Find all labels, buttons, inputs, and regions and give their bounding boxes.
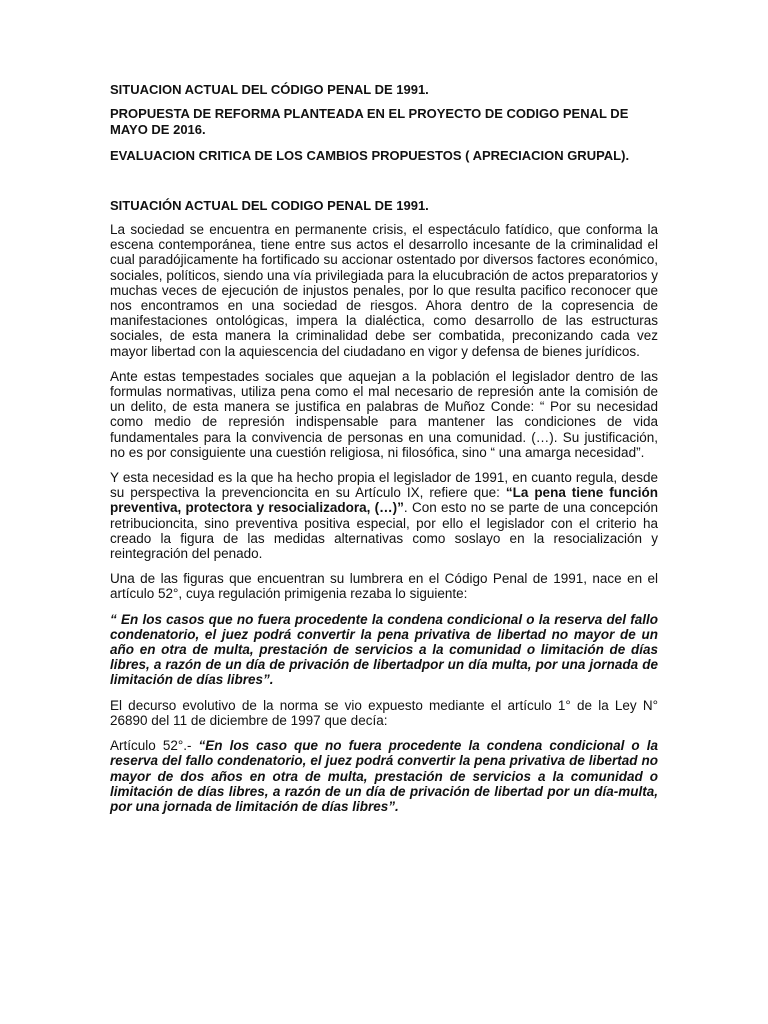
quote-articulo-52-modificado: “En los caso que no fuera procedente la condena condicional o la reserva del fallo condenatorio, el juez podrá convertir la pena privativa de libertad no mayor de dos años en otra de multa, prestación de servicios a la comunidad o limitación de días libres, a razón de un día de privación de libertad por un día-multa, por una jornada de limitación de días libres”. (110, 738, 658, 814)
paragraph-ley-26890: El decurso evolutivo de la norma se vio expuesto mediante el artículo 1° de la Ley N° 26890 del 11 de diciembre de 1997 que decía: (110, 697, 658, 728)
paragraph-articulo-52-intro: Una de las figuras que encuentran su lumbrera en el Código Penal de 1991, nace en el artículo 52°, cuya regulación primigenia rezaba lo siguiente: (110, 571, 658, 602)
quote-articulo-52-original: “ En los casos que no fuera procedente la condena condicional o la reserva del fallo condenatorio, el juez podrá convertir la pena privativa de libertad no mayor de un año en otra de multa, prestación de servicios a la comunidad o limitación de días libres, a razón de un día de privación de libertadpor un día multa, por una jornada de limitación de días libres”. (110, 611, 658, 688)
article-label: Artículo 52°.- (110, 738, 199, 754)
heading-evaluacion-critica: EVALUACION CRITICA DE LOS CAMBIOS PROPUESTOS ( APRECIACION GRUPAL). (110, 148, 630, 163)
heading-situacion-actual: SITUACION ACTUAL DEL CÓDIGO PENAL DE 1991. (110, 82, 429, 97)
paragraph-sociedad-crisis: La sociedad se encuentra en permanente crisis, el espectáculo fatídico, que conforma la escena contemporánea, tiene entre sus actos el desarrollo incesante de la criminalidad el cual paradójicamente ha fortificado su accionar ostentado por diversos factores económico, sociales, políticos, siendo una vía privilegiada para la elucubración de actos preparatorios y muchas veces de ejecución de injustos penales, por lo que resulta pacifico reconocer que nos encontramos en una sociedad de riesgos. Ahora dentro de la copresencia de manifestaciones ontológicas, impera la dialéctica, como desarrollo de las estructuras sociales, de esta manera la criminalidad debe ser combatida, preconizando cada vez mayor libertad con la aquiescencia del ciudadano en vigor y defensa de bienes jurídicos. (110, 222, 658, 359)
heading-propuesta-reforma: PROPUESTA DE REFORMA PLANTEADA EN EL PROYECTO DE CODIGO PENAL DE MAYO DE 2016. (110, 106, 629, 137)
paragraph-necesidad-legislador (110, 470, 658, 561)
document-page (110, 82, 658, 824)
quoted-article-ix: “La pena tiene función preventiva, protectora y resocializadora, (…)” (110, 485, 658, 516)
paragraph-articulo-52-modificado (110, 738, 658, 814)
section-title: SITUACIÓN ACTUAL DEL CODIGO PENAL DE 1991. (110, 198, 429, 213)
paragraph-text: Y esta necesidad es la que ha hecho propia el legislador de 1991, en cuanto regula, desde su perspectiva la prevencioncita en su Artículo IX, refiere que: (110, 470, 658, 501)
paragraph-tempestades-sociales: Ante estas tempestades sociales que aquejan a la población el legislador dentro de las formulas normativas, utiliza pena como el mal necesario de represión ante la comisión de un delito, de esta manera se justifica en palabras de Muñoz Conde: “ Por su necesidad como medio de represión indispensable para mantener las condiciones de vida fundamentales para la convivencia de personas en una comunidad. (…). Su justificación, no es por consiguiente una cuestión religiosa, ni filosófica, sino “ una amarga necesidad”. (110, 368, 658, 460)
paragraph-text: . Con esto no se parte de una concepción retribucioncita, sino preventiva positiva especial, por ello el legislador con el criterio ha creado la figura de las medidas alternativas como soslayo en la resocialización y reintegración del penado. (110, 500, 658, 562)
